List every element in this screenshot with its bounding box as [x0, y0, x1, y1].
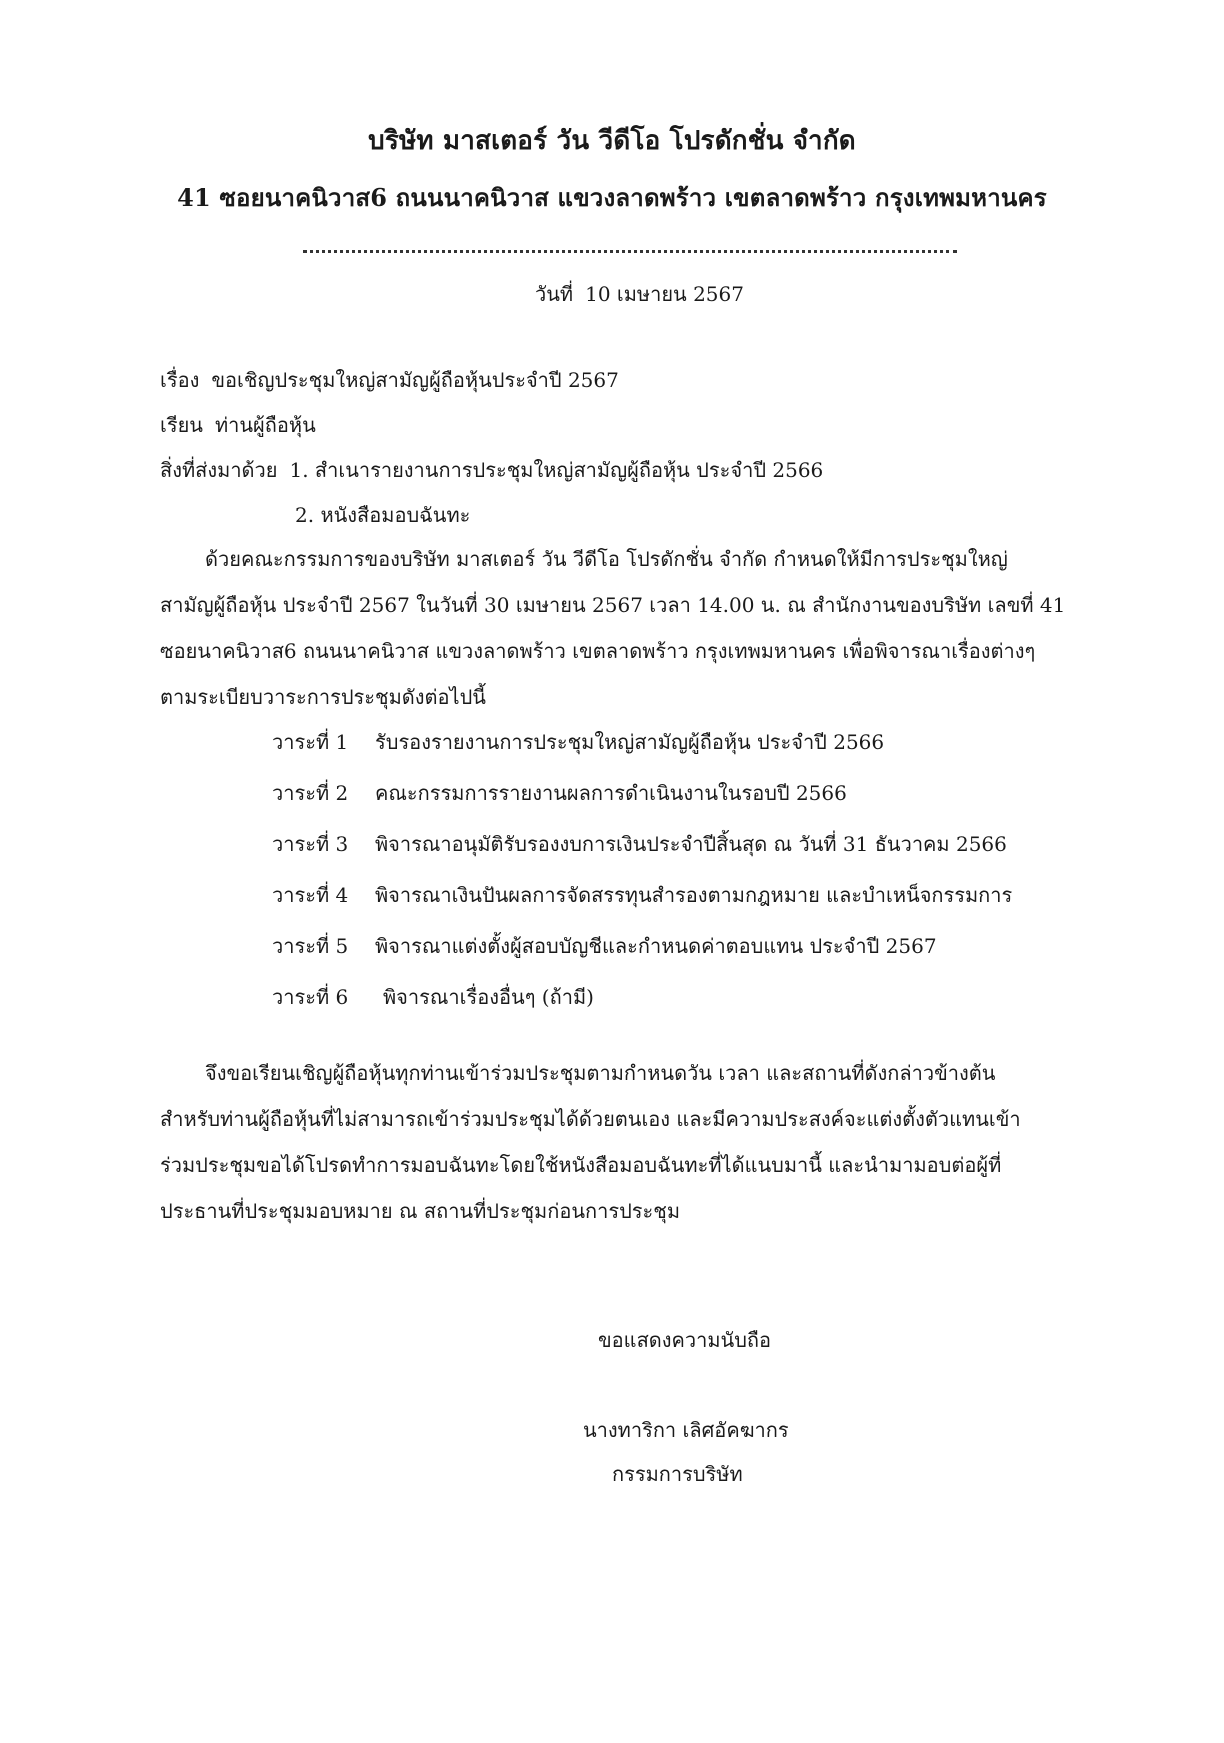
letter-date	[535, 278, 744, 310]
company-name: บริษัท มาสเตอร์ วัน วีดีโอ โปรดักชั่น จำกัด	[368, 126, 856, 156]
subject-label: เรื่อง	[160, 368, 200, 392]
attachments-label: สิ่งที่ส่งมาด้วย	[160, 458, 278, 482]
agenda-number: วาระที่ 6	[272, 985, 349, 1009]
agenda-number: วาระที่ 5	[272, 934, 349, 958]
invitation-paragraph-line: ประธานที่ประชุมมอบหมาย ณ สถานที่ประชุมก่อนการประชุม	[160, 1199, 681, 1223]
invitation-paragraph-line: สำหรับท่านผู้ถือหุ้นที่ไม่สามารถเข้าร่วมประชุมได้ด้วยตนเอง และมีความประสงค์จะแต่งตั้งตัวแทนเข้า	[160, 1107, 1021, 1131]
subject-line	[160, 365, 619, 395]
invitation-paragraph-line: จึงขอเรียนเชิญผู้ถือหุ้นทุกท่านเข้าร่วมประชุมตามกำหนดวัน เวลา และสถานที่ดังกล่าวข้างต้น	[205, 1061, 996, 1085]
header-divider	[303, 250, 957, 253]
recipient-label: เรียน	[160, 413, 203, 437]
intro-paragraph-line: ด้วยคณะกรรมการของบริษัท มาสเตอร์ วัน วีดีโอ โปรดักชั่น จำกัด กำหนดให้มีการประชุมใหญ่	[205, 547, 1008, 571]
subject-text: ขอเชิญประชุมใหญ่สามัญผู้ถือหุ้นประจำปี 2567	[211, 368, 619, 392]
invitation-paragraph-line: ร่วมประชุมขอได้โปรดทำการมอบฉันทะโดยใช้หนังสือมอบฉันทะที่ได้แนบมานี้ และนำมามอบต่อผู้ที่	[160, 1153, 1002, 1177]
intro-paragraph-line: สามัญผู้ถือหุ้น ประจำปี 2567 ในวันที่ 30 เมษายน 2567 เวลา 14.00 น. ณ สำนักงานของบริษัท เลขที่ 41	[160, 593, 1066, 617]
agenda-item-text: คณะกรรมการรายงานผลการดำเนินงานในรอบปี 2566	[375, 781, 847, 805]
agenda-number: วาระที่ 3	[272, 832, 349, 856]
date-value: 10 เมษายน 2567	[585, 282, 744, 306]
agenda-number: วาระที่ 2	[272, 781, 349, 805]
attachments-line	[160, 455, 823, 485]
intro-paragraph-line: ซอยนาคนิวาส6 ถนนนาคนิวาส แขวงลาดพร้าว เขตลาดพร้าว กรุงเทพมหานคร เพื่อพิจารณาเรื่องต่างๆ	[160, 639, 1036, 663]
recipient-line	[160, 410, 316, 440]
company-address: 41 ซอยนาคนิวาส6 ถนนนาคนิวาส แขวงลาดพร้าว เขตลาดพร้าว กรุงเทพมหานคร	[177, 183, 1047, 212]
recipient-text: ท่านผู้ถือหุ้น	[214, 413, 316, 437]
signer-name: นางทาริกา เลิศอัคฆากร	[583, 1418, 789, 1442]
signer-title: กรรมการบริษัท	[612, 1462, 743, 1486]
intro-paragraph-line: ตามระเบียบวาระการประชุมดังต่อไปนี้	[160, 685, 486, 709]
agenda-item-text: พิจารณาอนุมัติรับรองงบการเงินประจำปีสิ้นสุด ณ วันที่ 31 ธันวาคม 2566	[375, 832, 1007, 856]
attachment-item: 2. หนังสือมอบฉันทะ	[295, 503, 471, 527]
agenda-number: วาระที่ 4	[272, 883, 349, 907]
agenda-item-text: รับรองรายงานการประชุมใหญ่สามัญผู้ถือหุ้น ประจำปี 2566	[375, 730, 885, 754]
date-label: วันที่	[535, 282, 574, 306]
agenda-item-text: พิจารณาแต่งตั้งผู้สอบบัญชีและกำหนดค่าตอบแทน ประจำปี 2567	[375, 934, 937, 958]
closing-salutation: ขอแสดงความนับถือ	[598, 1328, 772, 1352]
agenda-number: วาระที่ 1	[272, 730, 349, 754]
agenda-item-text: พิจารณาเงินปันผลการจัดสรรทุนสำรองตามกฎหมาย และบำเหน็จกรรมการ	[375, 883, 1013, 907]
attachment-item: 1. สำเนารายงานการประชุมใหญ่สามัญผู้ถือหุ้น ประจำปี 2566	[289, 458, 824, 482]
agenda-item-text: พิจารณาเรื่องอื่นๆ (ถ้ามี)	[383, 985, 594, 1009]
